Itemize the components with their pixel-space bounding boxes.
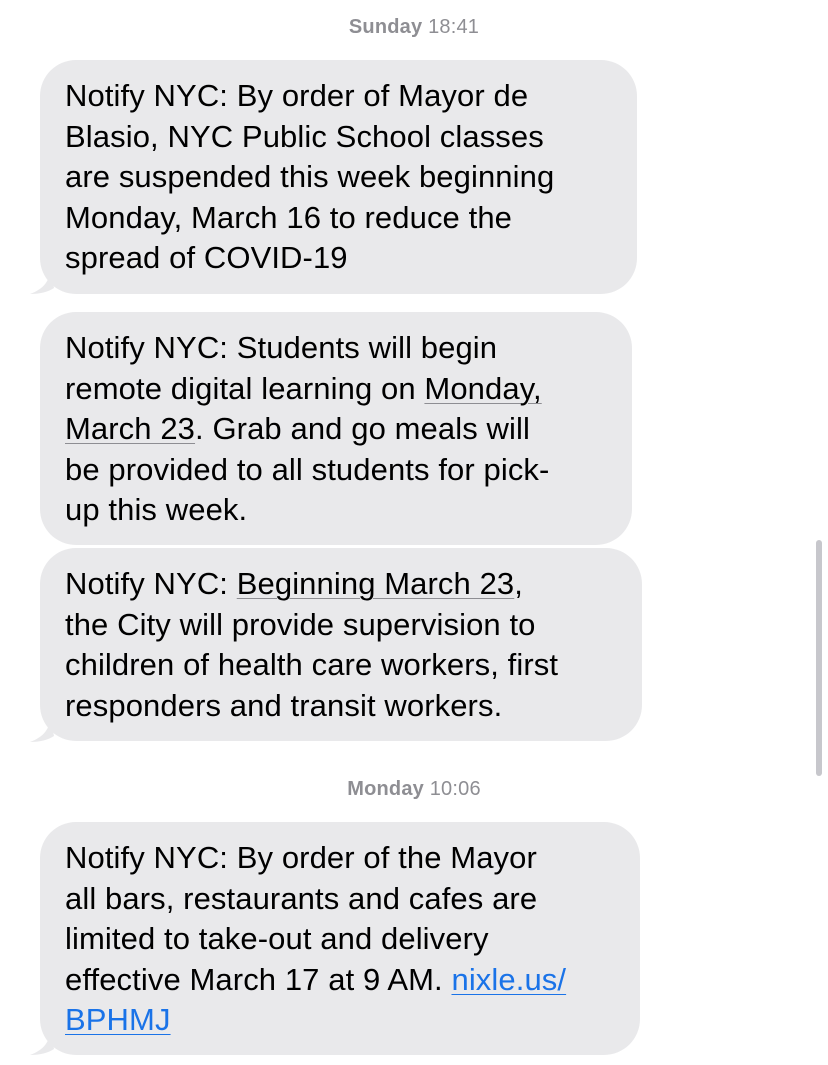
message-line: limited to take-out and delivery — [65, 921, 489, 956]
timestamp-day: Sunday — [348, 16, 423, 38]
date-detected-link[interactable]: Beginning March 23 — [236, 566, 515, 601]
message-line: responders and transit workers. — [65, 687, 503, 723]
timestamp-time: 18:41 — [428, 16, 480, 38]
message-text: Notify NYC: — [65, 566, 237, 601]
bubble-tail — [28, 270, 54, 294]
message-line: spread of COVID-19 — [65, 240, 348, 275]
nixle-link[interactable]: BPHMJ — [65, 1002, 171, 1037]
message-line: Notify NYC: Students will begin — [65, 330, 498, 365]
nixle-link[interactable]: nixle.us/ — [451, 961, 567, 997]
message-line — [65, 960, 618, 1001]
bubble-tail — [28, 1031, 54, 1055]
timestamp-sunday — [0, 16, 828, 39]
message-text: effective March 17 at 9 AM. — [65, 961, 452, 997]
scroll-indicator[interactable] — [816, 540, 822, 776]
message-line: Monday, March 16 to reduce the — [65, 199, 513, 235]
bubble-tail — [28, 718, 54, 742]
message-line — [65, 1000, 618, 1041]
message-bubble[interactable] — [40, 312, 632, 545]
message-line — [65, 369, 610, 410]
message-bubble[interactable] — [40, 60, 637, 294]
message-bubble[interactable] — [40, 548, 642, 741]
message-line: Notify NYC: By order of Mayor de — [65, 78, 529, 113]
message-line: up this week. — [65, 492, 248, 527]
message-text: , — [514, 566, 523, 601]
timestamp-day: Monday — [347, 778, 424, 800]
date-detected-link[interactable]: Monday, — [424, 370, 542, 406]
date-detected-link[interactable]: March 23 — [65, 411, 196, 446]
message-line: children of health care workers, first — [65, 647, 559, 682]
message-line: Blasio, NYC Public School classes — [65, 118, 544, 154]
timestamp-time: 10:06 — [429, 778, 481, 800]
message-text: . Grab and go meals will — [195, 411, 530, 446]
message-line: Notify NYC: By order of the Mayor — [65, 840, 537, 875]
message-line — [65, 409, 610, 450]
message-line: all bars, restaurants and cafes are — [65, 880, 538, 916]
message-bubble[interactable] — [40, 822, 640, 1055]
message-line — [65, 564, 620, 605]
timestamp-monday — [0, 778, 828, 801]
message-line: the City will provide supervision to — [65, 606, 536, 642]
message-line: are suspended this week beginning — [65, 159, 555, 194]
message-line: be provided to all students for pick- — [65, 451, 550, 487]
message-text: remote digital learning on — [65, 370, 425, 406]
